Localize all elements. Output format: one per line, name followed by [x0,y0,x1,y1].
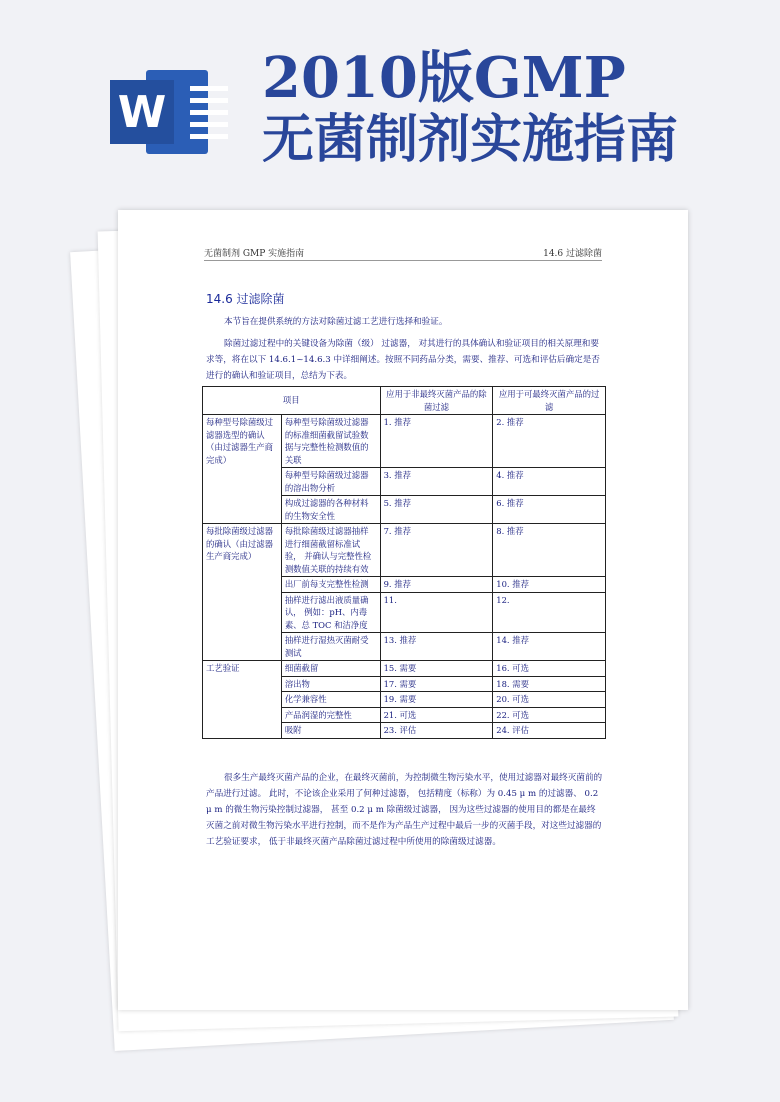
closing-paragraph: 很多生产最终灭菌产品的企业，在最终灭菌前，为控制微生物污染水平，使用过滤器对最终灭菌前的产品进行过滤。 此时，不论该企业采用了何种过滤器， 包括精度（标称）为 0.45 μ m 的过滤器、 0.2 μ m 的微生物污染控制过滤器， 甚至 0.2 μ m 除菌级过滤器， 因为这些过滤器的使用目的都是在最终灭菌之前对微生物污染水平进行控制，而不是作为产品生产过程中最后一步的灭菌手段，对这些过滤器的工艺验证要求， 低于非最终灭菌产品除菌过滤过程中所使用的除菌级过滤器。 [206,773,603,847]
value-cell: 5. 推荐 [380,496,493,524]
item-cell: 构成过滤器的各种材料的生物安全性 [281,496,380,524]
value-cell: 7. 推荐 [380,524,493,577]
value-cell: 2. 推荐 [493,415,606,468]
group-label: 每批除菌级过滤器的确认（由过滤器生产商完成） [203,524,282,661]
banner-title-line2: 无菌制剂实施指南 [262,109,679,170]
group-label: 工艺验证 [203,661,282,739]
item-cell: 抽样进行滤出液质量确认， 例如：pH、内毒素、总 TOC 和洁净度 [281,592,380,633]
item-cell: 产品润湿的完整性 [281,707,380,723]
value-cell: 23. 评估 [380,723,493,739]
value-cell: 17. 需要 [380,676,493,692]
section-title: 14.6 过滤除菌 [206,292,285,306]
value-cell: 22. 可选 [493,707,606,723]
item-cell: 抽样进行湿热灭菌耐受测试 [281,633,380,661]
value-cell: 24. 评估 [493,723,606,739]
value-cell: 10. 推荐 [493,577,606,593]
value-cell: 12. [493,592,606,633]
banner-title-line1: 2010版GMP [262,45,626,111]
page-header-left: 无菌制剂 GMP 实施指南 [204,249,305,259]
value-cell: 4. 推荐 [493,468,606,496]
item-cell: 每种型号除菌级过滤器的标准细菌截留试验数据与完整性检测数值的关联 [281,415,380,468]
value-cell: 15. 需要 [380,661,493,677]
header-divider [204,260,602,261]
item-cell: 溶出物 [281,676,380,692]
banner [0,0,780,200]
word-icon-line [190,110,228,115]
item-cell: 吸附 [281,723,380,739]
word-icon-line [190,98,228,103]
header-item: 项目 [203,387,381,415]
header-non-terminal: 应用于非最终灭菌产品的除菌过滤 [380,387,493,415]
value-cell: 21. 可选 [380,707,493,723]
item-cell: 每种型号除菌级过滤器的溶出物分析 [281,468,380,496]
intro-paragraph: 本节旨在提供系统的方法对除菌过滤工艺进行选择和验证。 [224,317,448,327]
value-cell: 8. 推荐 [493,524,606,577]
value-cell: 20. 可选 [493,692,606,708]
group-label: 每种型号除菌级过滤器选型的确认（由过滤器生产商完成） [203,415,282,524]
description-paragraph: 除菌过滤过程中的关键设备为除菌（级） 过滤器， 对其进行的具体确认和验证项目的相关原理和要求等，将在以下 14.6.1~14.6.3 中详细阐述。按照不同药品分类，需要、推荐、可选和评估后确定是否进行的确认和验证项目，总结为下表。 [206,339,600,381]
word-icon-line [190,134,228,139]
value-cell: 1. 推荐 [380,415,493,468]
word-icon-letter: W [110,80,174,144]
value-cell: 6. 推荐 [493,496,606,524]
value-cell: 19. 需要 [380,692,493,708]
item-cell: 每批除菌级过滤器抽样进行细菌截留标准试验， 并确认与完整性检测数值关联的持续有效 [281,524,380,577]
table-row [203,524,606,577]
value-cell: 13. 推荐 [380,633,493,661]
value-cell: 16. 可选 [493,661,606,677]
item-cell: 细菌截留 [281,661,380,677]
table-header-row [203,387,606,415]
page-header-right: 14.6 过滤除菌 [543,249,602,259]
word-icon-line [190,122,228,127]
table-row [203,661,606,677]
value-cell: 11. [380,592,493,633]
value-cell: 18. 需要 [493,676,606,692]
value-cell: 9. 推荐 [380,577,493,593]
value-cell: 3. 推荐 [380,468,493,496]
table-row [203,415,606,468]
validation-table [202,386,606,739]
item-cell: 化学兼容性 [281,692,380,708]
value-cell: 14. 推荐 [493,633,606,661]
word-icon-line [190,86,228,91]
header-terminal: 应用于可最终灭菌产品的过滤 [493,387,606,415]
word-document-icon [110,66,208,158]
item-cell: 出厂前每支完整性检测 [281,577,380,593]
document-page [118,210,688,1010]
